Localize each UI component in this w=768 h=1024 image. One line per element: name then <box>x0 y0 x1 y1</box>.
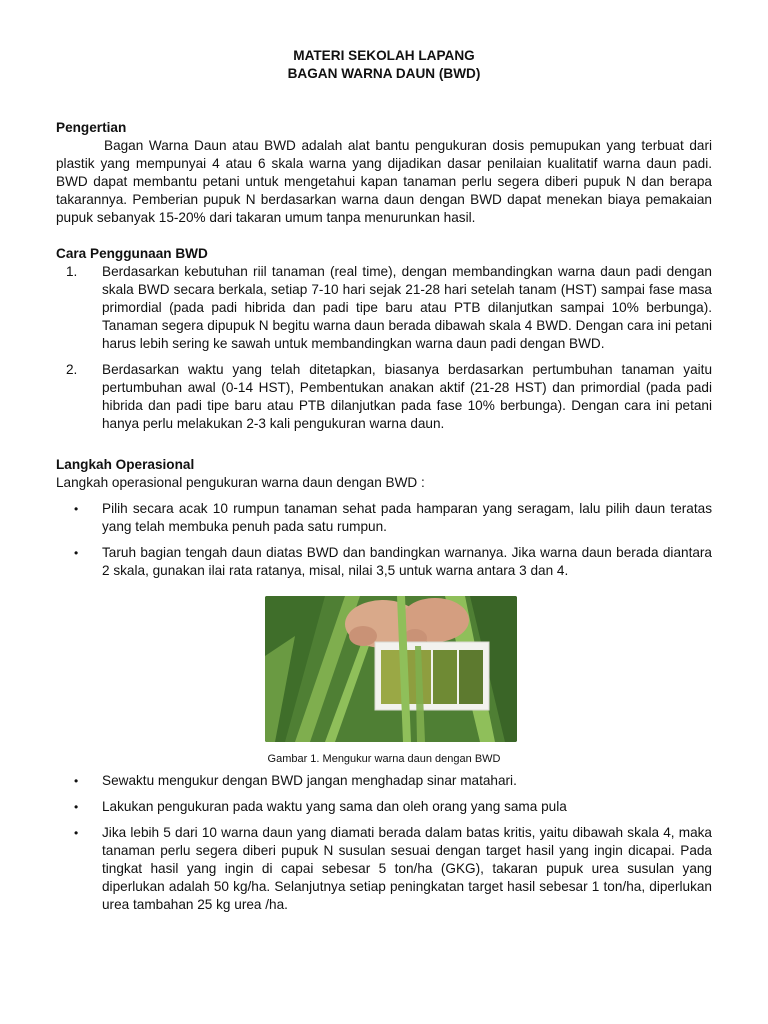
bullet-item <box>56 544 712 580</box>
bullet-text: Taruh bagian tengah daun diatas BWD dan bandingkan warnanya. Jika warna daun berada diantara 2 skala, gunakan ilai rata ratanya, misal, nilai 3,5 untuk warna antara 3 dan 4. <box>102 545 712 578</box>
cara-list <box>56 263 712 433</box>
langkah-list-after <box>56 772 712 914</box>
list-number: 1. <box>66 264 78 279</box>
bullet-text: Jika lebih 5 dari 10 warna daun yang diamati berada dalam batas kritis, yaitu dibawah skala 4, maka tanaman perlu segera diberi pupuk N susulan sesuai dengan target hasil yang ingin dicapai. Pada tingkat hasil yang ingin di capai sebesar 5 ton/ha (GKG), takaran pupuk urea susulan yang diperlukan adalah 50 kg/ha. Selanjutnya setiap peningkatan target hasil sebesar 1 ton/ha, diperlukan urea tambahan 25 kg urea /ha. <box>102 825 712 912</box>
leaf-color-chart-photo <box>265 596 517 742</box>
figure-caption: Gambar 1. Mengukur warna daun dengan BWD <box>267 753 501 765</box>
section-heading-cara: Cara Penggunaan BWD <box>56 246 208 261</box>
document-title-line2: BAGAN WARNA DAUN (BWD) <box>287 66 481 81</box>
bullet-icon: • <box>74 774 79 788</box>
document-title-line1: MATERI SEKOLAH LAPANG <box>293 48 475 63</box>
bullet-icon: • <box>74 546 79 560</box>
bullet-icon: • <box>74 800 79 814</box>
bullet-text: Pilih secara acak 10 rumpun tanaman sehat pada hamparan yang seragam, lalu pilih daun teratas yang telah membuka penuh pada satu rumpun. <box>102 501 712 534</box>
list-item-text: Berdasarkan kebutuhan riil tanaman (real time), dengan membandingkan warna daun padi dengan skala BWD secara berkala, setiap 7-10 hari sejak 21-28 hari setelah tanam (HST) sampai fase masa primordial (pada padi hibrida dan padi tipe baru atau PTB dilanjutkan sampai 10% berbunga). Tanaman segera dipupuk N begitu warna daun berada dibawah skala 4 BWD. Dengan cara ini petani harus lebih sering ke sawah untuk membandingkan warna daun padi dengan BWD. <box>102 264 712 351</box>
bullet-item <box>56 772 712 790</box>
list-number: 2. <box>66 362 78 377</box>
bullet-item <box>56 798 712 816</box>
bullet-icon: • <box>74 502 79 516</box>
bullet-item <box>56 824 712 914</box>
section-heading-langkah: Langkah Operasional <box>56 457 195 472</box>
bullet-text: Lakukan pengukuran pada waktu yang sama dan oleh orang yang sama pula <box>102 799 567 814</box>
list-item-text: Berdasarkan waktu yang telah ditetapkan, biasanya berdasarkan pertumbuhan tanaman yaitu pertumbuhan awal (0-14 HST), Pembentukan anakan aktif (21-28 HST) dan primordial (pada padi hibrida dan padi tipe baru atau PTB dilanjutkan pada fase 10% berbunga). Dengan cara ini petani hanya perlu melakukan 2-3 kali pengukuran warna daun. <box>102 362 712 431</box>
langkah-intro: Langkah operasional pengukuran warna daun dengan BWD : <box>56 475 425 490</box>
figure-bwd-photo <box>265 596 517 742</box>
document-page <box>56 47 712 914</box>
cara-list-item <box>56 263 712 353</box>
langkah-list-before <box>56 500 712 580</box>
section-heading-pengertian: Pengertian <box>56 120 127 135</box>
bullet-icon: • <box>74 826 79 840</box>
cara-list-item <box>56 361 712 433</box>
bullet-text: Sewaktu mengukur dengan BWD jangan menghadap sinar matahari. <box>102 773 517 788</box>
bullet-item <box>56 500 712 536</box>
pengertian-paragraph: Bagan Warna Daun atau BWD adalah alat bantu pengukuran dosis pemupukan yang terbuat dari plastik yang mempunyai 4 atau 6 skala warna yang dijadikan dasar penilaian kualitatif warna daun padi. BWD dapat membantu petani untuk mengetahui kapan tanaman perlu segera diberi pupuk N dan berapa takarannya. Pemberian pupuk N berdasarkan warna daun dengan BWD dapat menekan biaya pemakaian pupuk sebanyak 15-20% dari takaran umum tanpa menurunkan hasil. <box>56 138 712 225</box>
